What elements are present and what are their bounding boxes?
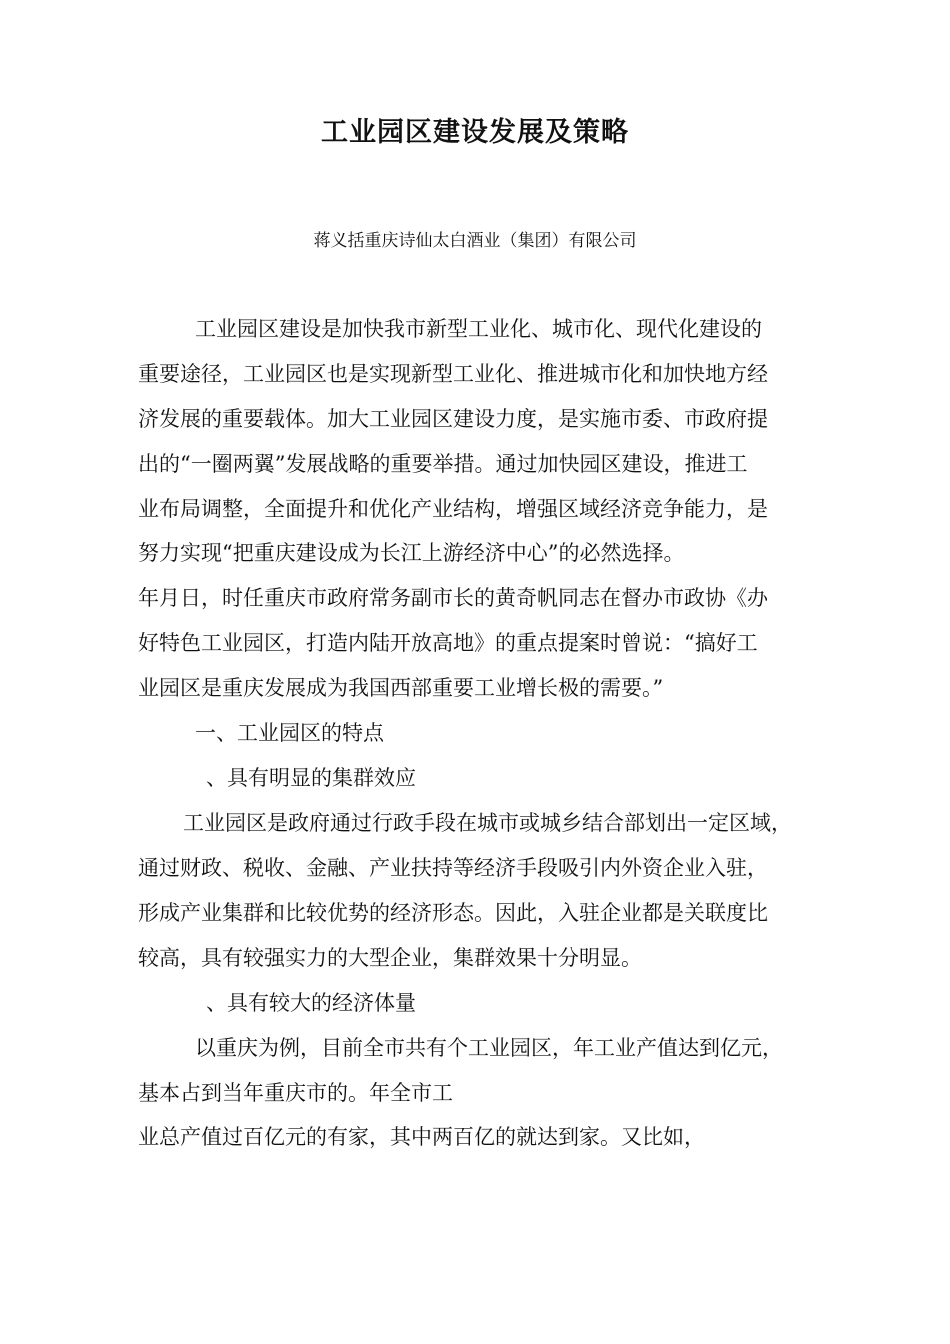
paragraph-line: 较高，具有较强实力的大型企业，集群效果十分明显。 [138, 946, 642, 970]
paragraph-line: 努力实现“把重庆建设成为长江上游经济中心”的必然选择。 [138, 541, 685, 565]
paragraph-line: 基本占到当年重庆市的。年全市工 [138, 1081, 453, 1105]
document-author: 蒋义括重庆诗仙太白酒业（集团）有限公司 [313, 231, 637, 251]
paragraph-line: 以重庆为例，目前全市共有个工业园区，年工业产值达到亿元， [195, 1036, 783, 1060]
document-title: 工业园区建设发展及策略 [321, 117, 629, 148]
paragraph-line: 业总产值过百亿元的有家，其中两百亿的就达到家。又比如， [138, 1125, 705, 1149]
subsection-heading: 、具有较大的经济体量 [206, 991, 416, 1015]
paragraph-line: 出的“一圈两翼”发展战略的重要举措。通过加快园区建设，推进工 [138, 452, 748, 476]
paragraph-line: 工业园区是政府通过行政手段在城市或城乡结合部划出一定区域， [183, 811, 792, 835]
paragraph-line: 形成产业集群和比较优势的经济形态。因此，入驻企业都是关联度比 [138, 901, 768, 925]
paragraph-line: 年月日，时任重庆市政府常务副市长的黄奇帆同志在督办市政协《办 [138, 586, 768, 610]
paragraph-line: 好特色工业园区，打造内陆开放高地》的重点提案时曾说：“搞好工 [138, 631, 758, 655]
paragraph-line: 通过财政、税收、金融、产业扶持等经济手段吸引内外资企业入驻， [138, 856, 768, 880]
paragraph-line: 重要途径，工业园区也是实现新型工业化、推进城市化和加快地方经 [138, 362, 768, 386]
subsection-heading: 、具有明显的集群效应 [206, 766, 416, 790]
paragraph-line: 工业园区建设是加快我市新型工业化、城市化、现代化建设的 [195, 317, 762, 341]
paragraph-line: 业布局调整，全面提升和优化产业结构，增强区域经济竞争能力，是 [138, 497, 768, 521]
paragraph-line: 业园区是重庆发展成为我国西部重要工业增长极的需要。” [138, 676, 664, 700]
paragraph-line: 济发展的重要载体。加大工业园区建设力度，是实施市委、市政府提 [138, 407, 768, 431]
section-heading: 一、工业园区的特点 [195, 721, 384, 745]
